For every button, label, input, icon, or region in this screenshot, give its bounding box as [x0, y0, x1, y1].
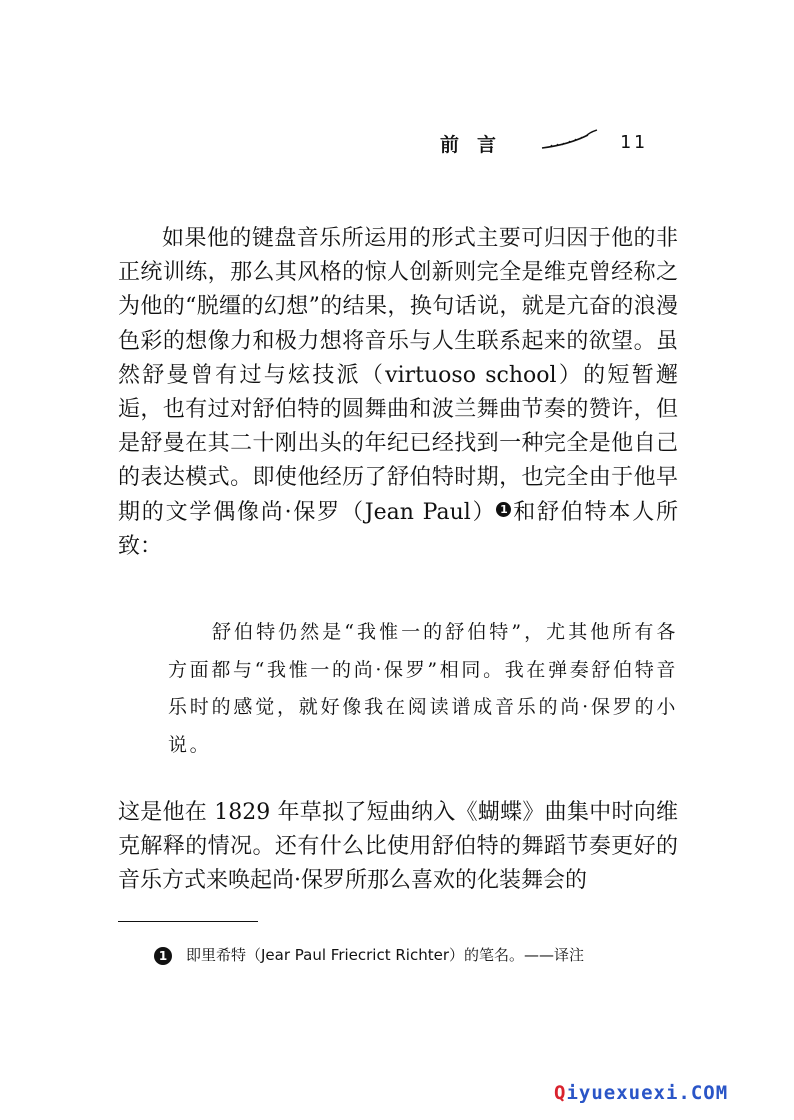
paragraph-1-tail: 和舒伯特本人所致： — [118, 499, 678, 559]
flourish-ornament-icon — [540, 126, 600, 152]
watermark-rest: iyuexuexi.COM — [566, 1082, 729, 1104]
footnote-reference-1[interactable]: 1 — [496, 502, 511, 517]
footnote-separator — [118, 921, 258, 922]
footnote — [154, 944, 674, 966]
chapter-title: 前言 — [440, 134, 515, 156]
watermark-q: Q — [554, 1082, 567, 1104]
page-number: 11 — [620, 132, 648, 153]
body-paragraph-1 — [118, 222, 678, 564]
running-header — [440, 126, 670, 162]
footnote-text: 即里希特（Jear Paul Friecrict Richter）的笔名。——译注 — [186, 946, 584, 964]
footnote-number: 1 — [154, 947, 172, 965]
paragraph-1-text: 如果他的键盘音乐所运用的形式主要可归因于他的非正统训练，那么其风格的惊人创新则完全是维克曾经称之为他的“脱缰的幻想”的结果，换句话说，就是亢奋的浪漫色彩的想像力和极力想将音乐与人生联系起来的欲望。虽然舒曼曾有过与炫技派（virtuoso school）的短暂邂逅，也有过对舒伯特的圆舞曲和波兰舞曲节奏的赞许，但是舒曼在其二十刚出头的年纪已经找到一种完全是他自己的表达模式。即使他经历了舒伯特时期，也完全由于他早期的文学偶像尚·保罗（Jean Paul） — [118, 226, 678, 525]
quotation-block: 舒伯特仍然是“我惟一的舒伯特”，尤其他所有各方面都与“我惟一的尚·保罗”相同。我在弹奏舒伯特音乐时的感觉，就好像我在阅读谱成音乐的尚·保罗的小说。 — [168, 621, 678, 756]
body-paragraph-2: 这是他在 1829 年草拟了短曲纳入《蝴蝶》曲集中时向维克解释的情况。还有什么比使用舒伯特的舞蹈节奏更好的音乐方式来唤起尚·保罗所那么喜欢的化装舞会的 — [118, 800, 678, 894]
site-watermark — [554, 1082, 784, 1112]
